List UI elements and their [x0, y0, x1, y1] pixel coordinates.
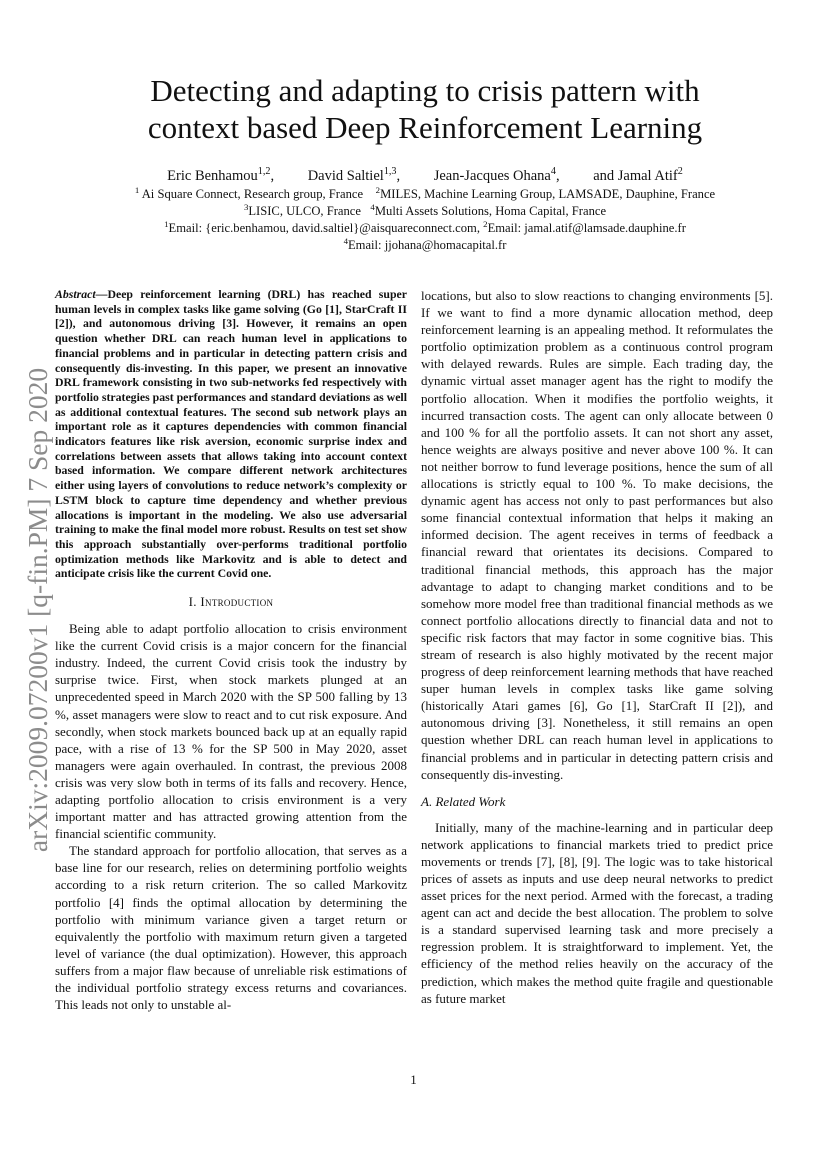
page-number: 1 [410, 1072, 417, 1087]
arxiv-identifier-stamp: arXiv:2009.07200v1 [q-fin.PM] 7 Sep 2020 [22, 367, 53, 853]
author-ohana: Jean-Jacques Ohana$^4$, [433, 166, 560, 184]
title-line-1: Detecting and adapting to crisis pattern with [150, 73, 700, 108]
intro-paragraph-2: The standard approach for portfolio allocation, that serves as a base line for our research, relies on determining portfolio weights according to a risk return criterion. The so called Markovitz portfolio [4] finds the optimal allocation by determining the portfolio with minimum variance given a target return or equivalently the portfolio with maximum return given a targeted level of variance (the dual optimization). However, this approach suffers from a major flaw because of unreliable risk estimations of the individual portfolio strategy excess returns and covariances. This leads not only to unstable al- [55, 843, 407, 1013]
left-column [55, 287, 407, 1013]
paper-title [70, 72, 780, 146]
section-introduction-heading: I. Introduction [188, 594, 274, 610]
abstract-label: Abstract [55, 287, 96, 301]
affiliation-line-1: $^1$ Ai Square Connect, Research group, France $^2$MILES, Machine Learning Group, LAMSADE, Dauphine, France [134, 184, 716, 201]
abstract [55, 287, 407, 581]
email-line-2: $^4$Email: jjohana@homacapital.fr [343, 235, 507, 252]
right-column [421, 287, 773, 1007]
related-work-paragraph-1: Initially, many of the machine-learning and in particular deep network applications to financial markets tried to predict price movements or trends [7], [8], [9]. The logic was to take historical prices of assets as inputs and use deep neural networks to predict asset prices for the next period. Armed with the forecast, a trading agent can act and decide the best allocation. The problem to solve is a standard supervised learning task and more precisely a regression problem. It is straightforward to implement. Yet, the efficiency of the method relies heavily on the accuracy of the prediction, which makes the method quite fragile and questionable as future market [421, 819, 773, 1006]
abstract-text: —Deep reinforcement learning (DRL) has reached super human levels in complex tasks like game solving (Go [1], StarCraft II [2]), and autonomous driving [3]. However, it remains an open question whether DRL can reach human level in applications to financial problems and in particular in detecting pattern crisis and consequently dis-investing. In this paper, we present an innovative DRL framework consisting in two sub-networks fed respectively with portfolio strategies past performances and standard deviations as well as additional contextual features. The second sub network plays an important role as it captures dependencies with common financial indicators features like risk aversion, economic surprise index and correlations between assets that allows taking into account context based information. We compare different network architectures either using layers of convolutions to reduce network’s complexity or LSTM block to capture time dependency and whether previous allocations is important in the modeling. We also use adversarial training to make the final model more robust. Results on test set show this approach substantially over-performs traditional portfolio optimization methods like Markovitz and is able to detect and anticipate crisis like the current Covid one. [55, 287, 407, 581]
intro-paragraph-1: Being able to adapt portfolio allocation to crisis environment like the current Covid crisis is a major concern for the financial industry. Indeed, the current Covid crisis took the industry by surprise twice. First, when stock markets plunged at an unprecedented speed in March 2020 with the SP 500 falling by 13 %, asset managers were slow to react and to cut risk exposure. And secondly, when stock markets bounced back up at an equally rapid pace, with a rise of 13 % for the SP 500 in May 2020, asset managers were again overhauled. In contrast, the previous 2008 crisis was very slow both in terms of its falls and recovery. Hence, adapting portfolio allocation to crisis environment is a very important matter and has attracted growing attention from the financial scientific community. [55, 621, 407, 842]
author-saltiel: David Saltiel$^{1,3}$, [307, 166, 401, 184]
affiliation-line-2: $^3$LISIC, ULCO, France $^4$Multi Assets Solutions, Homa Capital, France [243, 201, 607, 218]
author-list [70, 166, 780, 186]
intro-paragraph-2-continued: locations, but also to slow reactions to changing environments [5]. If we want to find a more dynamic allocation method, deep reinforcement learning is an appealing method. It reformulates the portfolio optimization problem as a continuous control program with delayed rewards. Rules are simple. Each trading day, the dynamic virtual asset manager agent has the right to modify the portfolio allocation. When it modifies the portfolio weights, it incurred transaction costs. The agent can only allocate between 0 and 100 % for all the portfolio assets. It can not short any asset, hence weights are always positive and never above 100 %. It can not neither borrow to fund leverage positions, hence the sum of all allocations is strictly equal to 100 %. To make decisions, the dynamic agent has access not only to past performances but also some financial contextual information that helps it making an informed decision. The agent receives in terms of feedback a financial reward that orientates its decisions. Compared to traditional financial methods, this approach has the major advantage to adapt to changing market conditions and to be somehow more model free than traditional financial methods as we connect portfolio allocations directly to financial data and not to specific risk factors that may factor in some cognitive bias. This stream of research is also highly motivated by the recent major progress of deep reinforcement learning methods that have reached super human levels in complex tasks like game solving (historically Atari games [6], Go [1], StarCraft II [2]), and autonomous driving [3]. Nonetheless, it still remains an open question whether DRL can reach human level in applications to financial problems and in particular in detecting pattern crisis and consequently dis-investing. [421, 288, 773, 782]
title-line-2: context based Deep Reinforcement Learning [147, 110, 703, 145]
author-atif: and Jamal Atif$^2$ [593, 166, 683, 184]
email-line-1: $^1$Email: {eric.benhamou, david.saltiel}@aisquareconnect.com, $^2$Email: jamal.atif@lamsade.dauphine.fr [164, 218, 686, 235]
author-benhamou: Eric Benhamou$^{1,2}$, [167, 166, 275, 184]
subsection-related-work-heading: A. Related Work [421, 793, 506, 809]
